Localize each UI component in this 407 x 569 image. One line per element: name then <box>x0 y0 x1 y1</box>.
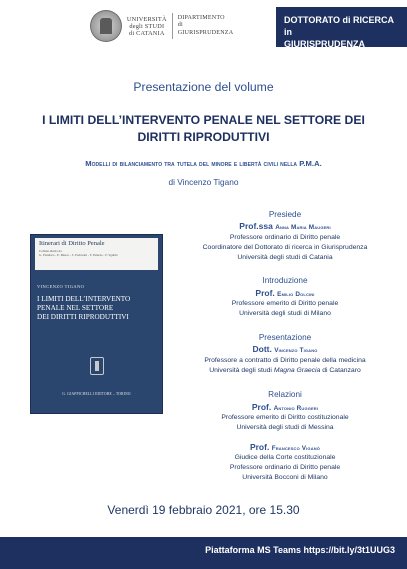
book-title: I LIMITI DELL’INTERVENTO PENALE NEL SETTORE DEI DIRITTI RIPRODUTTIVI <box>42 113 365 144</box>
affiliation-line: Giudice della Corte costituzionale <box>234 454 336 461</box>
event-date: Venerdì 19 febbraio 2021, ore 15.30 <box>107 503 300 517</box>
doctorate-line1: DOTTORATO di RICERCA in <box>284 15 394 37</box>
logo-divider <box>172 13 173 39</box>
affiliation-line: Università degli studi di Catania <box>237 254 333 261</box>
book-cover-image <box>30 234 163 414</box>
name-ruggeri: Prof. Antonio Ruggeri <box>251 402 319 412</box>
header <box>0 0 407 62</box>
teams-banner <box>0 537 407 569</box>
doctorate-banner <box>276 7 407 47</box>
affiliation-line: Professore emerito di Diritto costituzionale <box>221 414 349 421</box>
intro-heading: Presentazione del volume <box>133 80 274 94</box>
role-relazioni: Relazioni <box>268 390 302 399</box>
doctorate-line2: GIURISPRUDENZA <box>284 39 366 49</box>
book-cover-header <box>35 238 158 270</box>
name-vigano: Prof. Francesco Viganò <box>249 442 321 452</box>
book-cover-publisher: G. GIAPPICHELLI EDITORE – TORINO <box>62 392 131 396</box>
publisher-emblem-icon <box>90 357 104 375</box>
name-tigano: Dott. Vincenzo Tigano <box>252 344 318 354</box>
university-seal-icon <box>90 10 122 42</box>
affiliation-line: Professore a contratto di Diritto penale della medicina <box>204 357 366 364</box>
department-name: DIPARTIMENTO di GIURISPRUDENZA <box>177 15 234 36</box>
book-subtitle: Modelli di bilanciamento tra tutela del minore e libertà civili nella P.M.A. <box>85 159 322 168</box>
book-cover-title: I LIMITI DELL’INTERVENTO PENALE NEL SETTORE DEI DIRITTI RIPRODUTTIVI <box>37 295 131 321</box>
book-series: Itinerari di Diritto Penale <box>39 240 105 247</box>
affiliation-line: Professore ordinario di Diritto penale <box>229 464 341 471</box>
name-dolcini: Prof. Emilio Dolcini <box>255 288 315 298</box>
name-maugeri: Prof.ssa Anna Maria Maugeri <box>239 221 331 231</box>
affiliation-line: Università degli studi di Messina <box>236 424 334 431</box>
university-name: UNIVERSITÀ degli STUDI di CATANIA <box>126 15 167 37</box>
book-directors: Collana diretta da G. Fiandaca - E. Musco - T. Padovani - F. Palazzo - F. Sgubbi <box>39 249 118 257</box>
book-cover-author: VINCENZO TIGANO <box>37 284 85 289</box>
university-logo <box>90 8 240 44</box>
affiliation-line: Università Bocconi di Milano <box>242 474 328 481</box>
role-presentazione: Presentazione <box>258 333 312 342</box>
role-presiede: Presiede <box>268 210 302 219</box>
affiliation-line: Coordinatore del Dottorato di ricerca in Giurisprudenza <box>202 244 368 251</box>
author-line: di Vincenzo Tigano <box>168 177 239 187</box>
affiliation-line: Professore ordinario di Diritto penale <box>229 234 341 241</box>
teams-link[interactable]: Piattaforma MS Teams https://bit.ly/3t1UUG3 <box>205 545 395 555</box>
role-introduzione: Introduzione <box>262 276 308 285</box>
affiliation-line: Università degli studi di Milano <box>239 310 331 317</box>
affiliation-line: Università degli studi Magna Graecia di Catanzaro <box>209 367 361 374</box>
affiliation-line: Professore emerito di Diritto penale <box>231 300 339 307</box>
